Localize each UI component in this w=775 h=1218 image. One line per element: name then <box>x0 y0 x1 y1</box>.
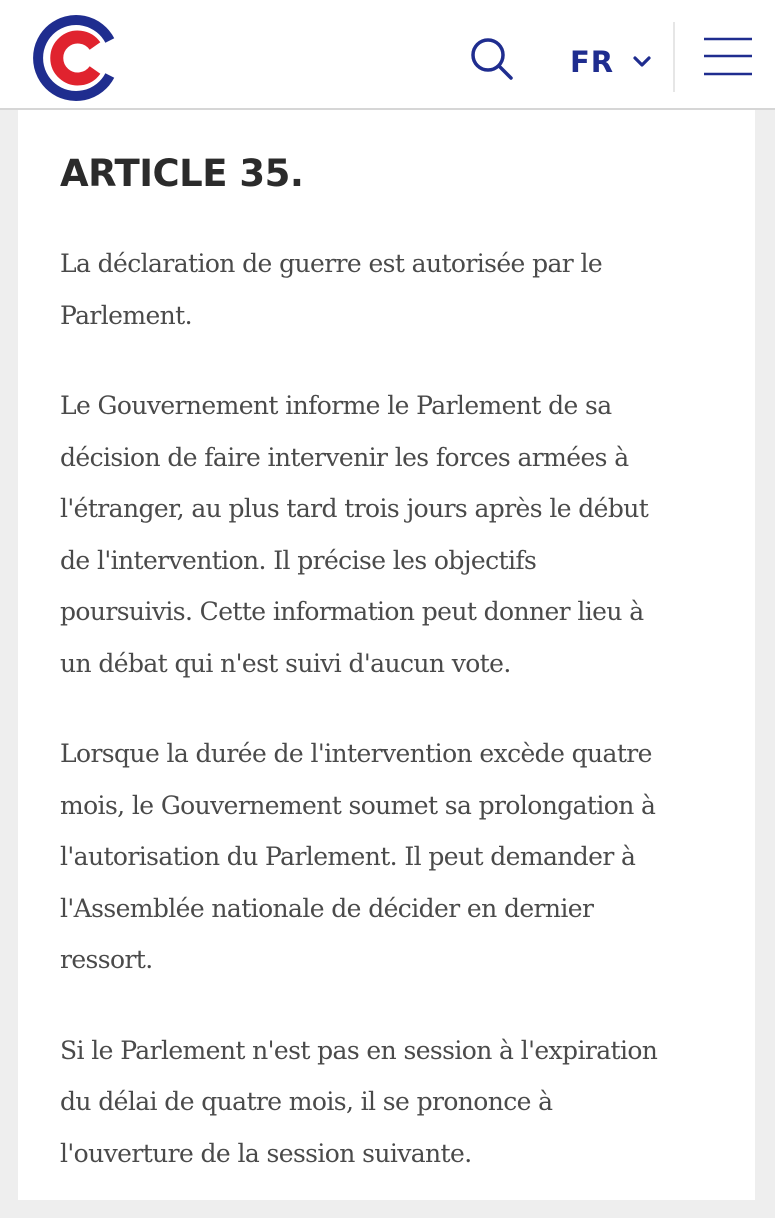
hamburger-menu-icon[interactable] <box>703 35 753 79</box>
language-label: FR <box>570 45 615 79</box>
article-title: ARTICLE 35. <box>60 152 304 195</box>
article-paragraph-4: Si le Parlement n'est pas en session à l'expiration du délai de quatre mois, il se prononce à l'ouverture de la session suivante. <box>60 1035 658 1168</box>
language-selector[interactable] <box>570 40 652 84</box>
article-paragraph-3: Lorsque la durée de l'intervention excède quatre mois, le Gouvernement soumet sa prolongation à l'autorisation du Parlement. Il peut demander à l'Assemblée nationale de décider en dernier ressort. <box>60 739 656 974</box>
article-card <box>18 110 755 1200</box>
article-paragraph-2: Le Gouvernement informe le Parlement de sa décision de faire intervenir les forces armées à l'étranger, au plus tard trois jours après le début de l'intervention. Il précise les objectifs poursuivis. Cette information peut donner lieu à un débat qui n'est suivi d'aucun vote. <box>60 391 649 678</box>
site-header <box>0 0 775 110</box>
article-paragraph-1: La déclaration de guerre est autorisée par le Parlement. <box>60 249 603 330</box>
article-body <box>60 238 660 1218</box>
conseil-constitutionnel-logo-icon[interactable] <box>33 13 125 103</box>
chevron-down-icon <box>632 55 652 69</box>
header-divider <box>673 22 675 92</box>
search-icon[interactable] <box>468 36 516 82</box>
